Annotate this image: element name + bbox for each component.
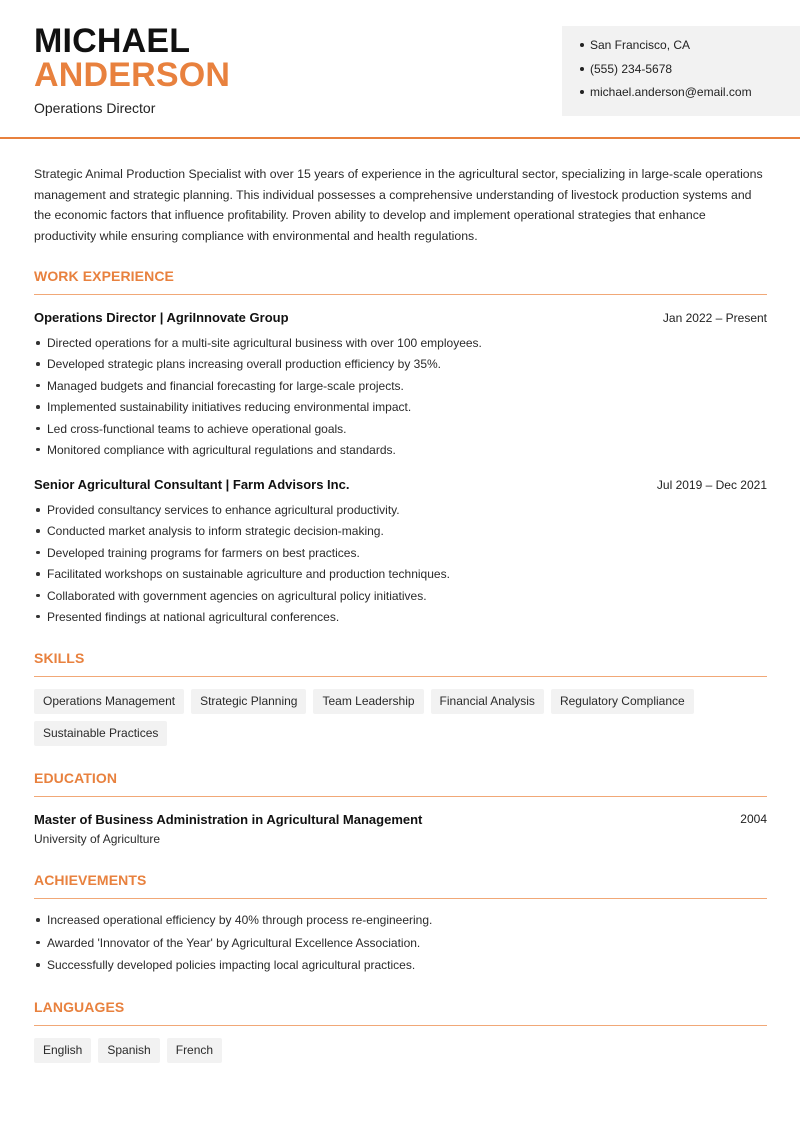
section-title-languages: LANGUAGES bbox=[34, 999, 767, 1026]
language-tag: Spanish bbox=[98, 1038, 159, 1063]
list-item: Awarded 'Innovator of the Year' by Agricultural Excellence Association. bbox=[34, 937, 767, 960]
contact-location: San Francisco, CA bbox=[580, 39, 752, 63]
job-title: Operations Director bbox=[34, 100, 156, 116]
contact-box bbox=[562, 26, 800, 116]
job-role: Operations Director | AgriInnovate Group bbox=[34, 310, 289, 325]
skill-tag: Financial Analysis bbox=[431, 689, 544, 714]
list-item: Monitored compliance with agricultural regulations and standards. bbox=[34, 444, 767, 465]
list-item: Conducted market analysis to inform strategic decision-making. bbox=[34, 525, 767, 546]
skill-tag: Regulatory Compliance bbox=[551, 689, 694, 714]
section-title-skills: SKILLS bbox=[34, 650, 767, 677]
contact-email[interactable]: michael.anderson@email.com bbox=[580, 86, 752, 110]
job-role: Senior Agricultural Consultant | Farm Advisors Inc. bbox=[34, 477, 350, 492]
list-item: Facilitated workshops on sustainable agriculture and production techniques. bbox=[34, 568, 767, 589]
skill-tag: Team Leadership bbox=[313, 689, 423, 714]
list-item: Implemented sustainability initiatives reducing environmental impact. bbox=[34, 401, 767, 422]
resume-header bbox=[0, 0, 800, 139]
list-item: Directed operations for a multi-site agricultural business with over 100 employees. bbox=[34, 337, 767, 358]
first-name: MICHAEL bbox=[34, 22, 191, 60]
education-year: 2004 bbox=[740, 812, 767, 826]
job-bullets bbox=[34, 337, 767, 465]
list-item: Successfully developed policies impacting local agricultural practices. bbox=[34, 959, 767, 982]
skill-tag: Sustainable Practices bbox=[34, 721, 167, 746]
education-degree: Master of Business Administration in Agricultural Management bbox=[34, 812, 423, 827]
job-date: Jul 2019 – Dec 2021 bbox=[656, 478, 767, 492]
contact-list bbox=[580, 39, 752, 110]
list-item: Developed strategic plans increasing overall production efficiency by 35%. bbox=[34, 358, 767, 379]
skill-tag: Strategic Planning bbox=[191, 689, 306, 714]
job-bullets bbox=[34, 504, 767, 632]
language-tag: English bbox=[34, 1038, 91, 1063]
achievements-list bbox=[34, 914, 767, 982]
candidate-name bbox=[34, 24, 230, 92]
job-header bbox=[34, 310, 767, 325]
list-item: Managed budgets and financial forecasting for large-scale projects. bbox=[34, 380, 767, 401]
list-item: Collaborated with government agencies on agricultural policy initiatives. bbox=[34, 590, 767, 611]
summary-paragraph: Strategic Animal Production Specialist with over 15 years of experience in the agricultural sector, specializing in large-scale operations management and strategic planning. This individual possesses a comprehensive understanding of livestock production systems and the economic factors that influence profitability. Proven ability to develop and implement operational strategies that enhance productivity while ensuring compliance with environmental and health regulations. bbox=[34, 167, 763, 243]
section-title-education: EDUCATION bbox=[34, 770, 767, 797]
job-header bbox=[34, 477, 767, 492]
list-item: Presented findings at national agricultural conferences. bbox=[34, 611, 767, 632]
list-item: Led cross-functional teams to achieve operational goals. bbox=[34, 423, 767, 444]
contact-phone: (555) 234-5678 bbox=[580, 63, 752, 87]
language-tag: French bbox=[167, 1038, 222, 1063]
section-title-achievements: ACHIEVEMENTS bbox=[34, 872, 767, 899]
list-item: Increased operational efficiency by 40% through process re-engineering. bbox=[34, 914, 767, 937]
list-item: Provided consultancy services to enhance agricultural productivity. bbox=[34, 504, 767, 525]
list-item: Developed training programs for farmers on best practices. bbox=[34, 547, 767, 568]
last-name: ANDERSON bbox=[34, 56, 231, 94]
section-title-work: WORK EXPERIENCE bbox=[34, 268, 767, 295]
job-date: Jan 2022 – Present bbox=[662, 311, 767, 325]
education-school: University of Agriculture bbox=[34, 832, 161, 846]
skills-list bbox=[34, 689, 767, 753]
skill-tag: Operations Management bbox=[34, 689, 184, 714]
languages-list bbox=[34, 1038, 767, 1070]
